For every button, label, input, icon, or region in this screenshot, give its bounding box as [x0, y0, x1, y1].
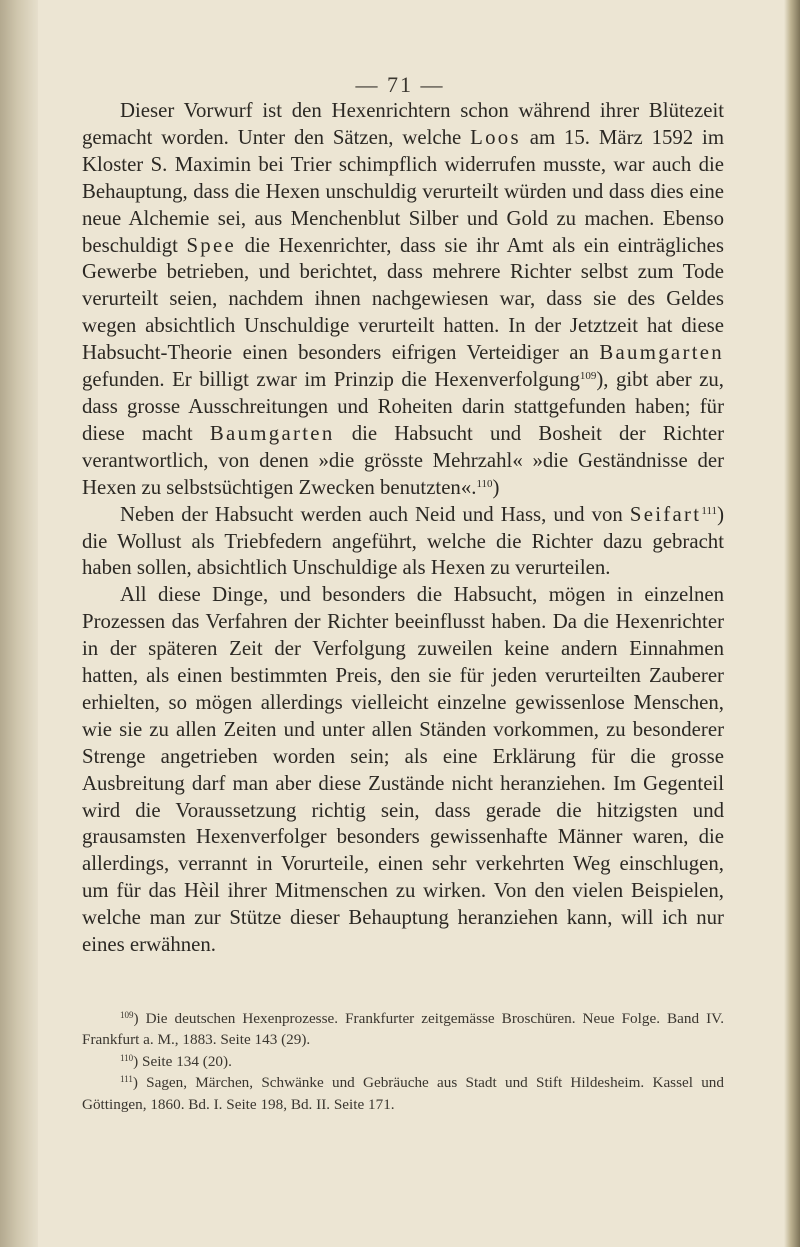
- footnote: [82, 1008, 724, 1051]
- page-number: — 71 —: [355, 72, 445, 97]
- footnote-text: ) Sagen, Märchen, Schwänke und Gebräuche aus Stadt und Stift Hildesheim. Kassel und Göttingen, 1860. Bd. I. Seite 198, Bd. II. Seite 171.: [82, 1074, 724, 1113]
- footnote-reference: 109: [579, 370, 597, 383]
- paragraph: [82, 98, 724, 502]
- text-run: Dieser Vorwurf ist den Hexenrichtern schon während ihrer Blütezeit gemacht worden. Unter den Sätzen, welche: [82, 99, 724, 149]
- page-edge-shadow-left: [0, 0, 38, 1247]
- footnote-text: ) Seite 134 (20).: [133, 1052, 232, 1070]
- spaced-name: Baumgarten: [209, 421, 335, 445]
- footnote: [82, 1051, 724, 1072]
- text-run: All diese Dinge, und besonders die Habsucht, mögen in einzelnen Prozessen das Verfahren der Richter beeinflusst haben. Da die Hexenrichter in der späteren Zeit der Verfolgung zuweilen keine andern Einnahmen hatten, als einen bestimmten Preis, den sie für jeden verurteilten Zauberer erhielten, so mögen allerdings vielleicht einzelne gewissenlose Menschen, wie sie zu allen Zeiten und unter allen Ständen vorkommen, zu besonderer Strenge angetrieben worden sein; als eine Erklärung für die grosse Ausbreitung darf man aber diese Zustände nicht heranziehen. Im Gegenteil wird die Voraussetzung richtig sein, dass gerade die hitzigsten und grausamsten Hexenverfolger besonders gewissenhafte Männer waren, die allerdings, verrannt in Vorurteile, einen sehr verkehrten Weg einschlugen, um für das Hèil ihrer Mitmenschen zu wirken. Von den vielen Beispielen, welche man zur Stütze dieser Behauptung heranziehen kann, will ich nur eines erwähnen.: [82, 583, 724, 957]
- page-edge-shadow-right: [784, 0, 800, 1247]
- paragraph: [82, 502, 724, 583]
- body-text: [82, 98, 724, 959]
- text-run: die Hexenrichter, dass sie ihr Amt als ein einträgliches Gewerbe betrieben, und berichtet, dass mehrere Richter selbst zum Tode verurteilt seien, nachdem ihnen nachgewiesen war, dass sie des Geldes wegen absichtlich Unschuldige verurteilt hatten. In der Jetztzeit hat diese Habsucht-Theorie einen besonders eifrigen Verteidiger an: [82, 233, 724, 365]
- footnotes: [82, 1008, 724, 1115]
- footnote-mark: 110: [120, 1052, 134, 1063]
- footnote-text: ) Die deutschen Hexenprozesse. Frankfurter zeitgemässe Broschüren. Neue Folge. Band IV. Frankfurt a. M., 1883. Seite 143 (29).: [82, 1010, 724, 1049]
- text-run: Neben der Habsucht werden auch Neid und Hass, und von: [120, 502, 630, 526]
- footnote-reference: 111: [701, 504, 718, 517]
- footnote-reference: 110: [476, 477, 493, 490]
- footnote-mark: 109: [120, 1010, 134, 1020]
- spaced-name: Spee: [186, 233, 237, 257]
- text-run: gefunden. Er billigt zwar im Prinzip die Hexenverfolgung: [82, 368, 580, 392]
- spaced-name: Seifart: [629, 502, 702, 526]
- paragraph: [82, 582, 724, 959]
- spaced-name: Loos: [470, 125, 521, 149]
- spaced-name: Baumgarten: [599, 341, 724, 365]
- text-run: die Habsucht und Bosheit der Richter verantwortlich, von denen »die grösste Mehrzahl« »die Geständnisse der Hexen zu selbstsüchtigen Zwecken benutzten«.: [82, 421, 724, 499]
- footnote: [82, 1072, 724, 1115]
- footnote-mark: 111: [120, 1074, 133, 1085]
- text-run: ), gibt aber zu, dass grosse Ausschreitungen und Roheiten darin stattgefunden haben; für diese macht: [82, 368, 724, 445]
- text-run: ) die Wollust als Triebfedern angeführt, welche die Richter dazu gebracht haben sollen, absichtlich Unschuldige als Hexen zu verurteilen.: [82, 502, 724, 580]
- text-run: ): [492, 475, 500, 499]
- text-run: am 15. März 1592 im Kloster S. Maximin bei Trier schimpflich widerrufen musste, war auch die Behauptung, dass die Hexen unschuldig verurteilt würden und dass dies eine neue Alchemie sei, aus Menchenblut Silber und Gold zu machen. Ebenso beschuldigt: [82, 125, 725, 257]
